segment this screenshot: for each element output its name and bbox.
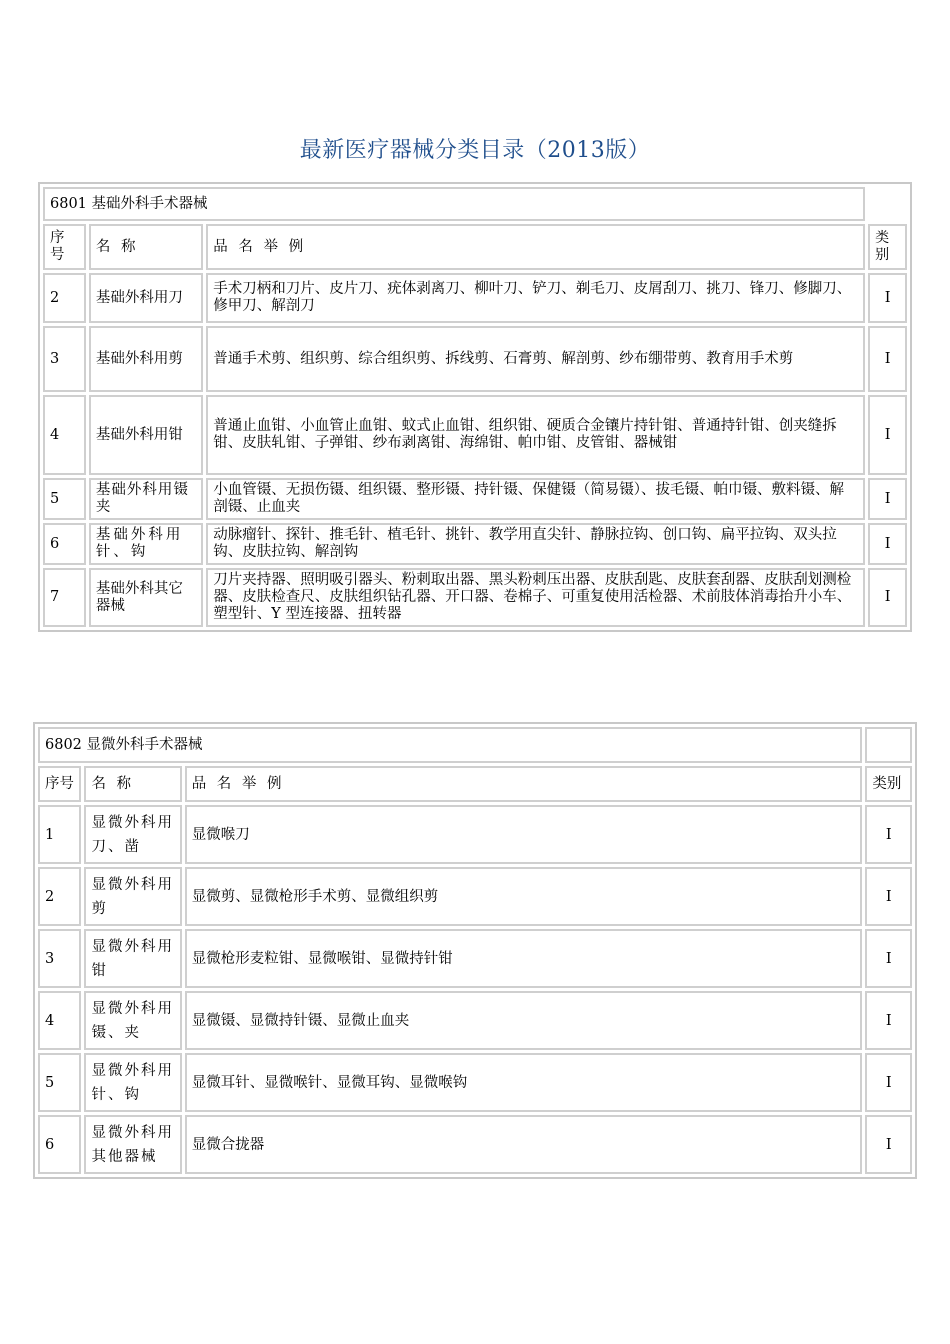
row-class: I [865,1053,912,1112]
row-no: 1 [38,805,81,864]
row-no: 7 [43,568,86,627]
row-examples: 刀片夹持器、照明吸引器头、粉刺取出器、黑头粉刺压出器、皮肤刮匙、皮肤套刮器、皮肤刮划测检器、皮肤检查尺、皮肤组织钻孔器、开口器、卷棉子、可重复使用活检器、术前肢体消毒抬升小车、塑型针、Y 型连接器、扭转器 [206,568,865,627]
row-examples: 显微耳针、显微喉针、显微耳钩、显微喉钩 [185,1053,863,1112]
row-name: 显微外科用刀、凿 [84,805,181,864]
row-no: 4 [38,991,81,1050]
table-row [43,568,907,627]
row-no: 2 [38,867,81,926]
row-class: I [865,929,912,988]
row-examples: 普通止血钳、小血管止血钳、蚊式止血钳、组织钳、硬质合金镶片持针钳、普通持针钳、创夹缝拆钳、皮肤轧钳、子弹钳、纱布剥离钳、海绵钳、帕巾钳、皮管钳、器械钳 [206,395,865,475]
header-class: 类别 [868,224,907,270]
row-no: 6 [43,523,86,565]
row-no: 4 [43,395,86,475]
table-row [43,478,907,520]
row-name: 显微外科用镊、夹 [84,991,181,1050]
blank-cell [865,727,912,763]
row-class: I [868,478,907,520]
row-examples: 动脉瘤针、探针、推毛针、植毛针、挑针、教学用直尖针、静脉拉钩、创口钩、扁平拉钩、双头拉钩、皮肤拉钩、解剖钩 [206,523,865,565]
row-name: 基础外科用刀 [89,273,203,323]
header-examples: 品 名 举 例 [206,224,865,270]
header-no: 序号 [43,224,86,270]
row-no: 2 [43,273,86,323]
row-no: 5 [38,1053,81,1112]
row-no: 6 [38,1115,81,1174]
row-examples: 手术刀柄和刀片、皮片刀、疣体剥离刀、柳叶刀、铲刀、剃毛刀、皮屑刮刀、挑刀、锋刀、修脚刀、修甲刀、解剖刀 [206,273,865,323]
row-examples: 显微合拢器 [185,1115,863,1174]
page-title: 最新医疗器械分类目录（2013版） [299,138,651,163]
row-class: I [865,867,912,926]
row-examples: 显微剪、显微枪形手术剪、显微组织剪 [185,867,863,926]
row-class: I [868,326,907,392]
table-row [38,1053,912,1112]
row-class: I [865,805,912,864]
row-name: 显微外科用针、钩 [84,1053,181,1112]
blank-cell [868,187,907,221]
row-class: I [868,395,907,475]
table-row [38,805,912,864]
row-examples: 小血管镊、无损伤镊、组织镊、整形镊、持针镊、保健镊（简易镊）、拔毛镊、帕巾镊、敷料镊、解剖镊、止血夹 [206,478,865,520]
header-examples: 品 名 举 例 [185,766,863,802]
header-no: 序号 [38,766,81,802]
row-name: 显微外科用剪 [84,867,181,926]
catalog-table-6802 [33,722,917,1179]
row-name: 基础外科其它器械 [89,568,203,627]
catalog-table-6801 [38,182,912,632]
section-heading: 6802 显微外科手术器械 [38,727,862,763]
row-examples: 显微喉刀 [185,805,863,864]
header-name: 名 称 [84,766,181,802]
row-no: 3 [43,326,86,392]
row-class: I [865,991,912,1050]
table-row [38,991,912,1050]
row-examples: 显微枪形麦粒钳、显微喉钳、显微持针钳 [185,929,863,988]
row-class: I [865,1115,912,1174]
table-row [43,395,907,475]
header-class: 类别 [865,766,912,802]
table-row [38,867,912,926]
row-class: I [868,273,907,323]
row-class: I [868,568,907,627]
row-name: 基础外科用针、钩 [89,523,203,565]
table-row [38,929,912,988]
table-row [43,523,907,565]
row-no: 3 [38,929,81,988]
table-row [43,326,907,392]
table-row [38,1115,912,1174]
table-row [43,273,907,323]
row-name: 显微外科用其他器械 [84,1115,181,1174]
row-no: 5 [43,478,86,520]
row-name: 基础外科用钳 [89,395,203,475]
row-name: 基础外科用剪 [89,326,203,392]
row-examples: 普通手术剪、组织剪、综合组织剪、拆线剪、石膏剪、解剖剪、纱布绷带剪、教育用手术剪 [206,326,865,392]
section-heading: 6801 基础外科手术器械 [43,187,865,221]
row-name: 基础外科用镊夹 [89,478,203,520]
header-name: 名 称 [89,224,203,270]
row-name: 显微外科用钳 [84,929,181,988]
row-class: I [868,523,907,565]
row-examples: 显微镊、显微持针镊、显微止血夹 [185,991,863,1050]
